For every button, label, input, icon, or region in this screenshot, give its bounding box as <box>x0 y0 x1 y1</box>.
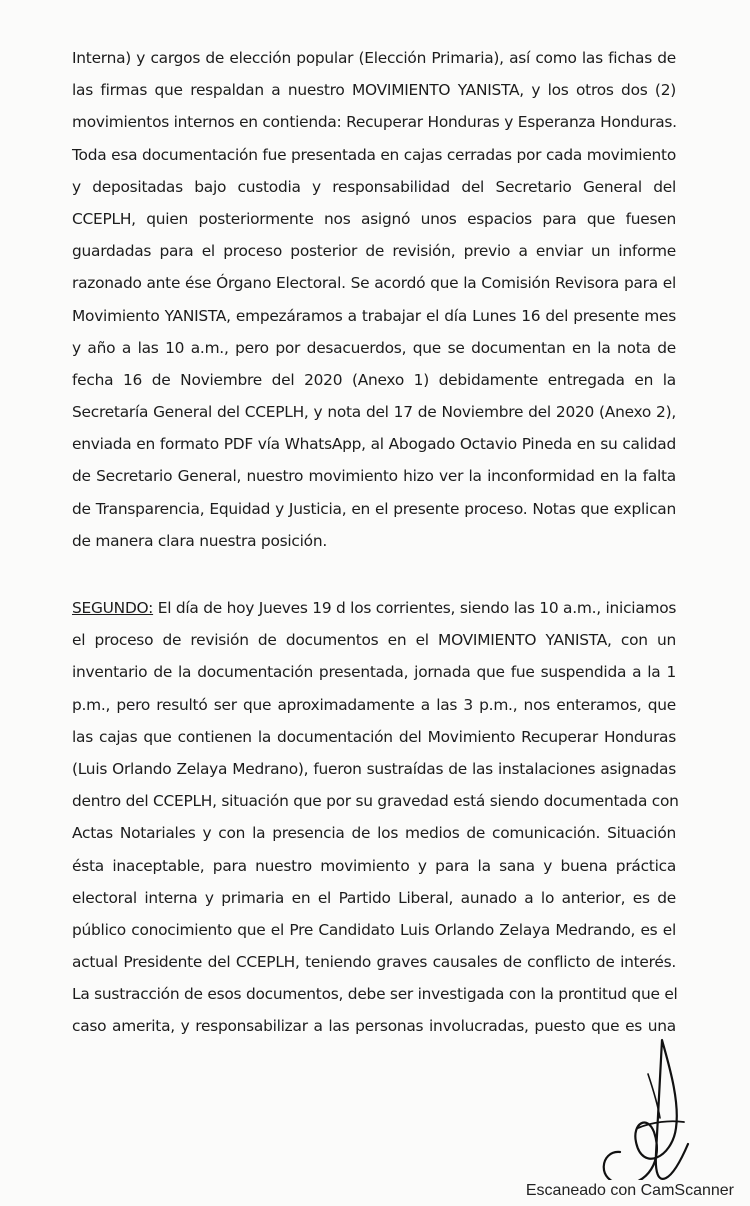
text-line: p.m., pero resultó ser que aproximadamente a las 3 p.m., nos enteramos, que <box>72 695 676 714</box>
text-line: Secretaría General del CCEPLH, y nota del 17 de Noviembre del 2020 (Anexo 2), <box>72 403 676 422</box>
handwritten-signature <box>592 1032 692 1192</box>
text-line: (Luis Orlando Zelaya Medrano), fueron sustraídas de las instalaciones asignadas <box>72 759 676 778</box>
text-line: La sustracción de esos documentos, debe ser investigada con la prontitud que el <box>72 985 678 1004</box>
text-line: ésta inaceptable, para nuestro movimiento y para la sana y buena práctica <box>72 856 676 875</box>
text-line: Toda esa documentación fue presentada en cajas cerradas por cada movimiento <box>72 145 676 164</box>
text-line: CCEPLH, quien posteriormente nos asignó unos espacios para que fuesen <box>72 209 676 228</box>
text-line: de Secretario General, nuestro movimiento hizo ver la inconformidad en la falta <box>72 467 676 486</box>
text-line: inventario de la documentación presentada, jornada que fue suspendida a la 1 <box>72 663 676 682</box>
text-line: Actas Notariales y con la presencia de los medios de comunicación. Situación <box>72 824 676 843</box>
text-line: guardadas para el proceso posterior de revisión, previo a enviar un informe <box>72 242 676 261</box>
paragraph-intro <box>72 42 676 557</box>
text-line: Movimiento YANISTA, empezáramos a trabajar el día Lunes 16 del presente mes <box>72 306 676 325</box>
text-line: enviada en formato PDF vía WhatsApp, al Abogado Octavio Pineda en su calidad <box>72 435 676 454</box>
text-line: electoral interna y primaria en el Partido Liberal, aunado a lo anterior, es de <box>72 888 676 907</box>
text-line: el proceso de revisión de documentos en el MOVIMIENTO YANISTA, con un <box>72 631 676 650</box>
text-line: movimientos internos en contienda: Recuperar Honduras y Esperanza Honduras. <box>72 113 677 132</box>
scanner-watermark: Escaneado con CamScanner <box>522 1180 738 1202</box>
text-line: de Transparencia, Equidad y Justicia, en el presente proceso. Notas que explican <box>72 499 676 518</box>
text-line: caso amerita, y responsabilizar a las personas involucradas, puesto que es una <box>72 1017 676 1036</box>
text-line: de manera clara nuestra posición. <box>72 531 327 550</box>
paragraph-segundo <box>72 592 679 1043</box>
text-line: y depositadas bajo custodia y responsabilidad del Secretario General del <box>72 177 676 196</box>
text-line: y año a las 10 a.m., pero por desacuerdos, que se documentan en la nota de <box>72 338 676 357</box>
section-heading: SEGUNDO: <box>72 599 154 617</box>
text-line-rest: El día de hoy Jueves 19 d los corrientes, siendo las 10 a.m., iniciamos <box>153 599 677 617</box>
text-line: Interna) y cargos de elección popular (Elección Primaria), así como las fichas de <box>72 49 676 67</box>
text-line: público conocimiento que el Pre Candidato Luis Orlando Zelaya Medrando, es el <box>72 920 676 939</box>
text-line: las firmas que respaldan a nuestro MOVIMIENTO YANISTA, y los otros dos (2) <box>72 81 676 100</box>
text-line: dentro del CCEPLH, situación que por su gravedad está siendo documentada con <box>72 792 679 811</box>
text-line: las cajas que contienen la documentación del Movimiento Recuperar Honduras <box>72 727 676 746</box>
text-line <box>72 592 676 624</box>
text-line: fecha 16 de Noviembre del 2020 (Anexo 1) debidamente entregada en la <box>72 370 676 389</box>
text-line: razonado ante ése Órgano Electoral. Se acordó que la Comisión Revisora para el <box>72 274 676 293</box>
text-line: actual Presidente del CCEPLH, teniendo graves causales de conflicto de interés. <box>72 953 676 972</box>
